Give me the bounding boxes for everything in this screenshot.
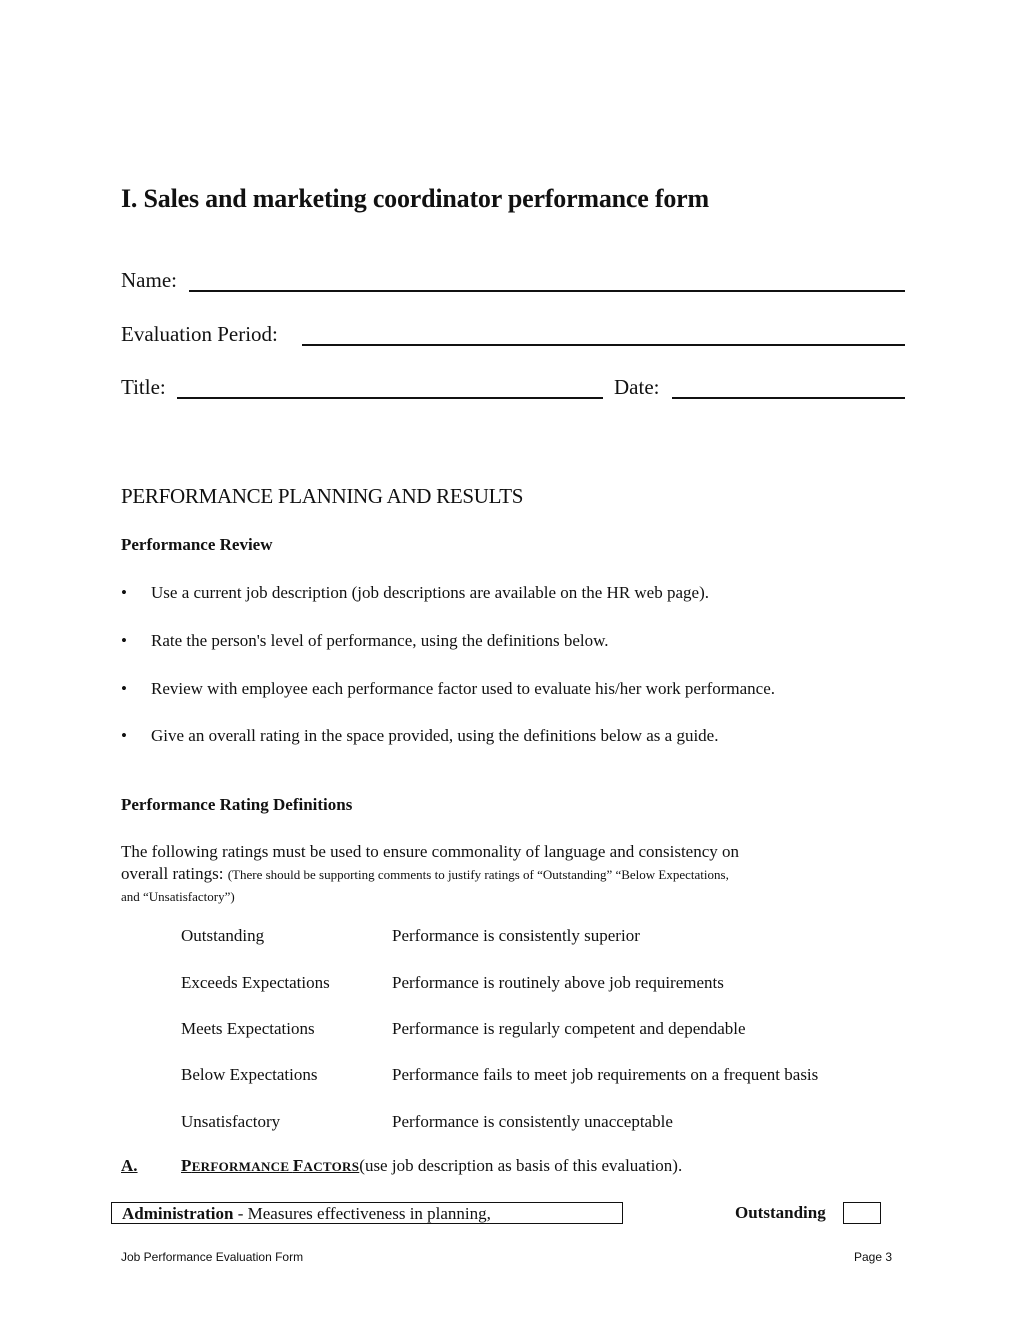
factor-name: Administration [122, 1204, 234, 1223]
bullet-icon: • [121, 679, 127, 698]
page-title: I. Sales and marketing coordinator performance form [121, 184, 709, 213]
evaluation-period-label: Evaluation Period: [121, 322, 278, 346]
rating-name: Meets Expectations [181, 1019, 315, 1038]
rating-definition: Performance is consistently superior [392, 926, 640, 945]
title-field[interactable] [177, 397, 603, 399]
date-field[interactable] [672, 397, 905, 399]
rating-definition: Performance fails to meet job requirements on a frequent basis [392, 1065, 819, 1084]
rating-label: Outstanding [735, 1203, 826, 1222]
factor-description: - Measures effectiveness in planning, [233, 1204, 491, 1223]
rating-name: Exceeds Expectations [181, 973, 330, 992]
list-item: • Review with employee each performance factor used to evaluate his/her work performance. [121, 679, 776, 698]
performance-review-heading: Performance Review [121, 535, 273, 554]
intro-text-line2: overall ratings: (There should be supporting comments to justify ratings of “Outstanding” “Below Expectations, [121, 864, 729, 883]
performance-factors-heading: A. PERFORMANCE FACTORS(use job description as basis of this evaluation). [121, 1156, 683, 1175]
rating-definition: Performance is routinely above job requirements [392, 973, 724, 992]
section-heading: PERFORMANCE PLANNING AND RESULTS [121, 484, 524, 508]
rating-definition: Performance is regularly competent and dependable [392, 1019, 746, 1038]
rating-name: Outstanding [181, 926, 265, 945]
rating-name: Below Expectations [181, 1065, 318, 1084]
name-label: Name: [121, 268, 177, 292]
intro-text: The following ratings must be used to ensure commonality of language and consistency on [121, 842, 740, 861]
title-label: Title: [121, 375, 166, 399]
page-number: Page 3 [854, 1250, 893, 1264]
list-item: • Give an overall rating in the space provided, using the definitions below as a guide. [121, 726, 719, 745]
rating-name: Unsatisfactory [181, 1112, 281, 1131]
bullet-icon: • [121, 631, 127, 650]
rating-checkbox[interactable] [843, 1202, 881, 1224]
bullet-icon: • [121, 726, 127, 745]
rating-definitions-heading: Performance Rating Definitions [121, 795, 353, 814]
evaluation-period-field[interactable] [302, 344, 905, 346]
intro-note: and “Unsatisfactory”) [121, 889, 235, 904]
list-item: • Rate the person's level of performance, using the definitions below. [121, 631, 609, 650]
date-label: Date: [614, 375, 660, 399]
name-field[interactable] [189, 290, 905, 292]
factor-table-row [111, 1202, 881, 1224]
list-item: • Use a current job description (job descriptions are available on the HR web page). [121, 583, 709, 602]
bullet-icon: • [121, 583, 127, 602]
footer-title: Job Performance Evaluation Form [121, 1250, 304, 1264]
factor-description-cell [111, 1202, 623, 1224]
rating-definition: Performance is consistently unacceptable [392, 1112, 673, 1131]
